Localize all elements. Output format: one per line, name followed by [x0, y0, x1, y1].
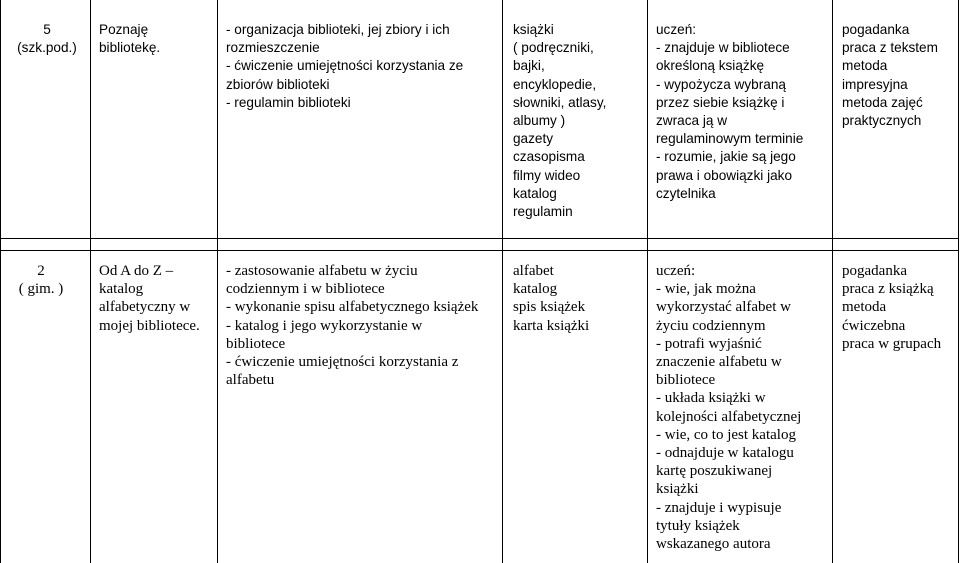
cell-line: spis książek	[513, 299, 586, 316]
lesson-number-cell	[8, 21, 86, 57]
methods-cell	[842, 262, 941, 353]
cell-line: filmy wideo	[513, 167, 581, 183]
cell-line: Poznaję	[99, 22, 149, 37]
content-cell	[226, 21, 463, 112]
cell-line: - organizacja biblioteki, jej zbiory i ich	[226, 22, 450, 37]
outcomes-cell	[656, 262, 801, 553]
cell-line: - wie, jak można	[656, 281, 756, 298]
cell-line: praca z książką	[842, 281, 934, 298]
cell-line: - zastosowanie alfabetu w życiu	[226, 263, 418, 279]
topic-cell	[99, 21, 160, 57]
row-separator	[0, 250, 959, 251]
cell-line: (szk.pod.)	[17, 40, 77, 56]
cell-line: regulamin	[513, 204, 573, 220]
cell-line: zbiorów biblioteki	[226, 76, 330, 92]
cell-line: 5	[43, 22, 51, 37]
cell-line: metoda	[842, 299, 887, 316]
cell-line: praca w grupach	[842, 335, 942, 352]
cell-line: czytelnika	[656, 185, 716, 201]
cell-line: ćwiczebna	[842, 317, 906, 334]
cell-line: encyklopedie,	[513, 76, 597, 92]
cell-line: książki	[513, 22, 554, 37]
outcomes-cell	[656, 21, 803, 203]
cell-line: albumy )	[513, 113, 566, 129]
cell-line: bibliotece	[656, 372, 716, 389]
cell-line: Od A do Z –	[99, 263, 174, 279]
cell-line: określoną książkę	[656, 58, 765, 74]
cell-line: czasopisma	[513, 149, 585, 165]
cell-line: rozmieszczenie	[226, 40, 320, 56]
cell-line: uczeń:	[656, 263, 696, 279]
cell-line: praca z tekstem	[842, 40, 938, 56]
cell-line: impresyjna	[842, 76, 908, 92]
cell-line: - układa książki w	[656, 390, 766, 407]
cell-line: kartę poszukiwanej	[656, 463, 773, 480]
cell-line: mojej bibliotece.	[99, 317, 200, 334]
cell-line: alfabet	[513, 263, 554, 279]
cell-line: znaczenie alfabetu w	[656, 354, 782, 371]
cell-line: pogadanka	[842, 263, 907, 279]
cell-line: zwraca ją w	[656, 113, 728, 129]
topic-cell	[99, 262, 200, 335]
cell-line: - znajduje i wypisuje	[656, 499, 782, 516]
cell-line: codziennym i w bibliotece	[226, 281, 385, 298]
cell-line: metoda	[842, 58, 888, 74]
cell-line: książki	[656, 481, 699, 498]
cell-line: gazety	[513, 131, 554, 147]
cell-line: alfabetu	[226, 372, 275, 389]
cell-line: - rozumie, jakie są jego	[656, 149, 796, 165]
cell-line: katalog	[99, 281, 144, 298]
cell-line: pogadanka	[842, 22, 910, 37]
table-border	[647, 0, 648, 563]
cell-line: słowniki, atlasy,	[513, 94, 607, 110]
cell-line: wskazanego autora	[656, 536, 771, 553]
table-border	[502, 0, 503, 563]
cell-line: karta książki	[513, 317, 590, 334]
table-border	[0, 0, 1, 563]
cell-line: przez siebie książkę i	[656, 94, 785, 110]
cell-line: - wykonanie spisu alfabetycznego książek	[226, 299, 479, 316]
table-border	[958, 0, 959, 563]
cell-line: katalog	[513, 185, 557, 201]
cell-line: praktycznych	[842, 113, 922, 129]
lesson-number-cell	[8, 262, 74, 298]
table-border	[90, 0, 91, 563]
methods-cell	[842, 21, 938, 130]
cell-line: - odnajduje w katalogu	[656, 445, 794, 462]
cell-line: - katalog i jego wykorzystanie w	[226, 317, 423, 334]
cell-line: - ćwiczenie umiejętności korzystania ze	[226, 58, 464, 74]
cell-line: bibliotece	[226, 335, 286, 352]
cell-line: 2	[37, 263, 45, 279]
cell-line: - regulamin biblioteki	[226, 94, 351, 110]
cell-line: ( podręczniki,	[513, 40, 594, 56]
cell-line: metoda zajęć	[842, 94, 923, 110]
row-separator	[0, 238, 959, 239]
cell-line: alfabetyczny w	[99, 299, 191, 316]
cell-line: bajki,	[513, 58, 545, 74]
cell-line: regulaminowym terminie	[656, 131, 804, 147]
materials-cell	[513, 262, 589, 335]
table-border	[217, 0, 218, 563]
cell-line: - wie, co to jest katalog	[656, 426, 796, 443]
materials-cell	[513, 21, 606, 221]
cell-line: tytuły książek	[656, 517, 740, 534]
cell-line: - znajduje w bibliotece	[656, 40, 790, 56]
content-cell	[226, 262, 478, 389]
cell-line: katalog	[513, 281, 558, 298]
cell-line: uczeń:	[656, 22, 697, 37]
cell-line: ( gim. )	[18, 281, 64, 298]
cell-line: kolejności alfabetycznej	[656, 408, 802, 425]
cell-line: - potrafi wyjaśnić	[656, 335, 762, 352]
cell-line: - wypożycza wybraną	[656, 76, 786, 92]
cell-line: - ćwiczenie umiejętności korzystania z	[226, 354, 459, 371]
cell-line: życiu codziennym	[656, 317, 766, 334]
cell-line: prawa i obowiązki jako	[656, 167, 793, 183]
cell-line: wykorzystać alfabet w	[656, 299, 791, 316]
table-border	[832, 0, 833, 563]
cell-line: bibliotekę.	[99, 40, 161, 56]
